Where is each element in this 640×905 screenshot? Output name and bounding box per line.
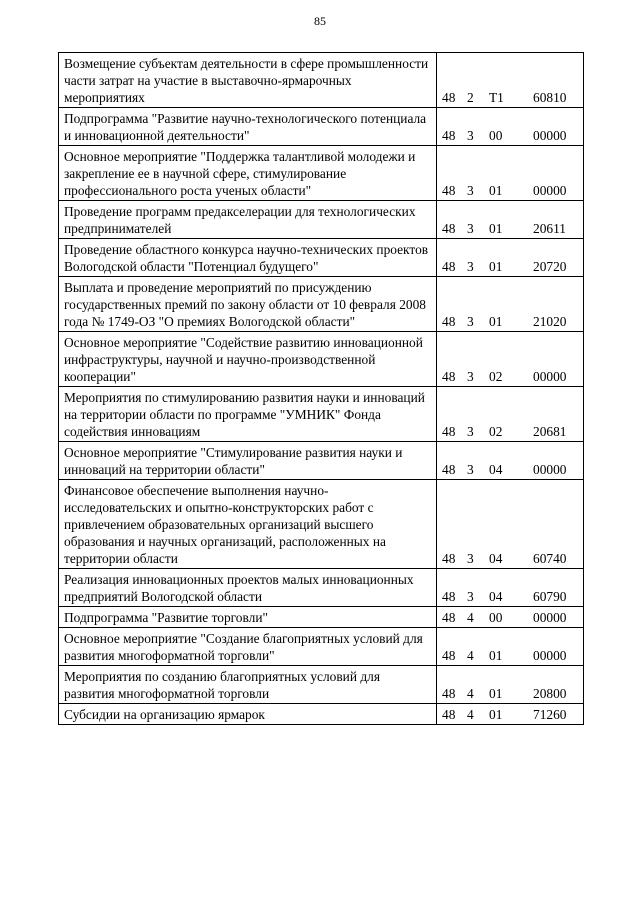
code-measure: 01 bbox=[489, 314, 503, 329]
code-program: 3 bbox=[467, 128, 474, 143]
code-direction: 60790 bbox=[533, 589, 567, 604]
code-measure: 01 bbox=[489, 707, 503, 722]
table-row bbox=[59, 704, 584, 725]
row-description: Подпрограмма "Развитие торговли" bbox=[59, 607, 437, 628]
code-group: 48 bbox=[442, 183, 456, 198]
row-codes bbox=[437, 628, 584, 666]
row-codes bbox=[437, 704, 584, 725]
code-measure: 00 bbox=[489, 610, 503, 625]
code-measure: 01 bbox=[489, 183, 503, 198]
code-measure: 04 bbox=[489, 462, 503, 477]
code-group: 48 bbox=[442, 369, 456, 384]
row-description: Основное мероприятие "Стимулирование развития науки и инноваций на территории области" bbox=[59, 442, 437, 480]
row-codes bbox=[437, 387, 584, 442]
code-program: 3 bbox=[467, 259, 474, 274]
code-direction: 60740 bbox=[533, 551, 567, 566]
code-measure: 01 bbox=[489, 686, 503, 701]
code-program: 2 bbox=[467, 90, 474, 105]
code-direction: 20611 bbox=[533, 221, 566, 236]
row-description: Финансовое обеспечение выполнения научно-исследовательских и опытно-конструкторских работ с привлечением образовательных организаций высшего образования и научных организаций, расположенных на территории области bbox=[59, 480, 437, 569]
row-codes bbox=[437, 277, 584, 332]
code-group: 48 bbox=[442, 128, 456, 143]
code-group: 48 bbox=[442, 707, 456, 722]
row-codes bbox=[437, 569, 584, 607]
row-codes bbox=[437, 201, 584, 239]
code-group: 48 bbox=[442, 259, 456, 274]
code-measure: 01 bbox=[489, 221, 503, 236]
row-description: Основное мероприятие "Создание благоприятных условий для развития многоформатной торговли" bbox=[59, 628, 437, 666]
code-program: 3 bbox=[467, 221, 474, 236]
code-measure: 00 bbox=[489, 128, 503, 143]
code-direction: 20681 bbox=[533, 424, 567, 439]
table-row bbox=[59, 607, 584, 628]
code-program: 4 bbox=[467, 610, 474, 625]
row-description: Возмещение субъектам деятельности в сфере промышленности части затрат на участие в выставочно-ярмарочных мероприятиях bbox=[59, 53, 437, 108]
row-codes bbox=[437, 53, 584, 108]
row-description: Мероприятия по созданию благоприятных условий для развития многоформатной торговли bbox=[59, 666, 437, 704]
table-row bbox=[59, 108, 584, 146]
row-description: Основное мероприятие "Поддержка талантливой молодежи и закрепление ее в научной сфере, стимулирование профессионального роста ученых области" bbox=[59, 146, 437, 201]
code-program: 3 bbox=[467, 589, 474, 604]
code-group: 48 bbox=[442, 90, 456, 105]
row-codes bbox=[437, 332, 584, 387]
table-row bbox=[59, 332, 584, 387]
code-direction: 20720 bbox=[533, 259, 567, 274]
row-description: Мероприятия по стимулированию развития науки и инноваций на территории области по программе "УМНИК" Фонда содействия инновациям bbox=[59, 387, 437, 442]
row-description: Субсидии на организацию ярмарок bbox=[59, 704, 437, 725]
row-description: Основное мероприятие "Содействие развитию инновационной инфраструктуры, научной и научно-производственной кооперации" bbox=[59, 332, 437, 387]
row-codes bbox=[437, 239, 584, 277]
code-direction: 00000 bbox=[533, 183, 567, 198]
table-row bbox=[59, 201, 584, 239]
code-direction: 00000 bbox=[533, 462, 567, 477]
code-group: 48 bbox=[442, 551, 456, 566]
table-row bbox=[59, 53, 584, 108]
code-measure: 01 bbox=[489, 259, 503, 274]
row-codes bbox=[437, 146, 584, 201]
code-program: 4 bbox=[467, 648, 474, 663]
code-measure: 04 bbox=[489, 551, 503, 566]
code-direction: 71260 bbox=[533, 707, 567, 722]
code-group: 48 bbox=[442, 610, 456, 625]
row-description: Проведение областного конкурса научно-технических проектов Вологодской области "Потенциал будущего" bbox=[59, 239, 437, 277]
table-row bbox=[59, 442, 584, 480]
code-program: 3 bbox=[467, 369, 474, 384]
table-row bbox=[59, 277, 584, 332]
row-codes bbox=[437, 108, 584, 146]
code-group: 48 bbox=[442, 424, 456, 439]
code-program: 3 bbox=[467, 183, 474, 198]
budget-classification-table bbox=[58, 52, 584, 725]
code-program: 4 bbox=[467, 707, 474, 722]
row-description: Подпрограмма "Развитие научно-технологического потенциала и инновационной деятельности" bbox=[59, 108, 437, 146]
code-group: 48 bbox=[442, 648, 456, 663]
code-measure: 02 bbox=[489, 424, 503, 439]
code-direction: 00000 bbox=[533, 648, 567, 663]
code-direction: 20800 bbox=[533, 686, 567, 701]
table-body bbox=[59, 53, 584, 725]
code-measure: 01 bbox=[489, 648, 503, 663]
row-codes bbox=[437, 607, 584, 628]
code-program: 3 bbox=[467, 462, 474, 477]
code-group: 48 bbox=[442, 221, 456, 236]
row-codes bbox=[437, 666, 584, 704]
code-direction: 60810 bbox=[533, 90, 567, 105]
row-description: Реализация инновационных проектов малых инновационных предприятий Вологодской области bbox=[59, 569, 437, 607]
row-codes bbox=[437, 442, 584, 480]
table-row bbox=[59, 628, 584, 666]
table-row bbox=[59, 146, 584, 201]
code-measure: 04 bbox=[489, 589, 503, 604]
code-direction: 00000 bbox=[533, 128, 567, 143]
code-measure: Т1 bbox=[489, 90, 504, 105]
code-group: 48 bbox=[442, 462, 456, 477]
code-direction: 00000 bbox=[533, 610, 567, 625]
row-description: Проведение программ предакселерации для технологических предпринимателей bbox=[59, 201, 437, 239]
row-description: Выплата и проведение мероприятий по присуждению государственных премий по закону области от 10 февраля 2008 года № 1749-ОЗ "О премиях Вологодской области" bbox=[59, 277, 437, 332]
code-measure: 02 bbox=[489, 369, 503, 384]
code-group: 48 bbox=[442, 314, 456, 329]
page-number: 85 bbox=[314, 14, 326, 28]
code-program: 4 bbox=[467, 686, 474, 701]
code-group: 48 bbox=[442, 686, 456, 701]
code-program: 3 bbox=[467, 551, 474, 566]
table-row bbox=[59, 569, 584, 607]
table-row bbox=[59, 480, 584, 569]
code-program: 3 bbox=[467, 314, 474, 329]
row-codes bbox=[437, 480, 584, 569]
table-row bbox=[59, 239, 584, 277]
table-row bbox=[59, 387, 584, 442]
code-direction: 21020 bbox=[533, 314, 567, 329]
code-group: 48 bbox=[442, 589, 456, 604]
code-program: 3 bbox=[467, 424, 474, 439]
code-direction: 00000 bbox=[533, 369, 567, 384]
table-row bbox=[59, 666, 584, 704]
